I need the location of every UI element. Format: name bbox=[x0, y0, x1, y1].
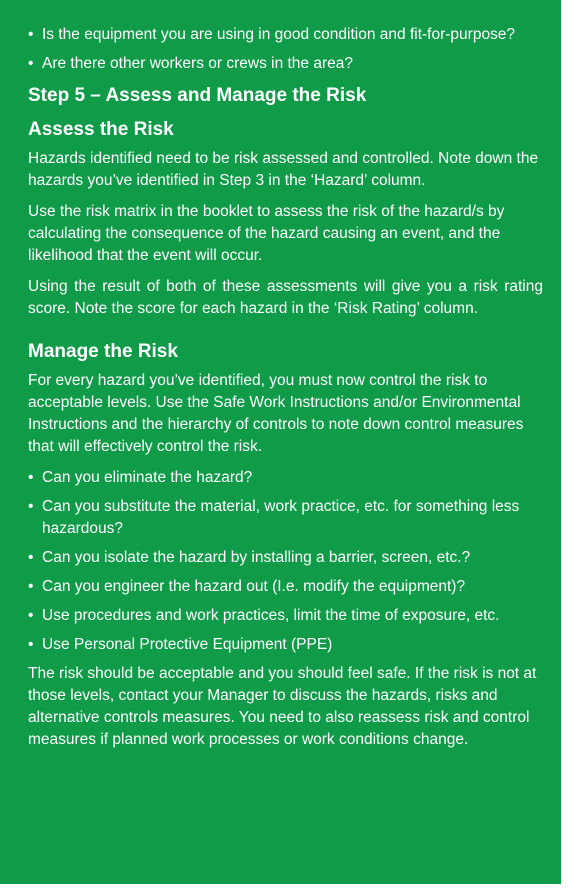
assess-paragraph: Use the risk matrix in the booklet to assess the risk of the hazard/s by calculating the consequence of the hazard causing an event, and the likelihood that the event will occur. bbox=[28, 203, 505, 264]
controls-bullet-list bbox=[28, 467, 543, 656]
list-item: • Use procedures and work practices, limit the time of exposure, etc. bbox=[28, 605, 543, 627]
list-item: • Are there other workers or crews in the area? bbox=[28, 53, 543, 75]
assess-paragraph: Using the result of both of these assessments will give you a risk rating score. Note the score for each hazard in the ‘Risk Rating’ column. bbox=[28, 278, 543, 317]
list-item: • Is the equipment you are using in good condition and fit-for-purpose? bbox=[28, 24, 543, 46]
list-item: • Can you substitute the material, work practice, etc. for something less hazardous? bbox=[28, 496, 543, 540]
list-item: • Can you engineer the hazard out (I.e. modify the equipment)? bbox=[28, 576, 543, 598]
manage-risk-heading: Manage the Risk bbox=[28, 341, 178, 362]
list-item: • Can you eliminate the hazard? bbox=[28, 467, 543, 489]
section-gap bbox=[28, 329, 543, 339]
manage-closing-paragraph: The risk should be acceptable and you should feel safe. If the risk is not at those levels, contact your Manager to discuss the hazards, risks and alternative controls measures. You need to also reassess risk and control measures if planned work processes or work conditions change. bbox=[28, 665, 537, 748]
assess-paragraph: Hazards identified need to be risk assessed and controlled. Note down the hazards you’ve identified in Step 3 in the ‘Hazard’ column. bbox=[28, 150, 539, 189]
list-item: • Use Personal Protective Equipment (PPE) bbox=[28, 634, 543, 656]
equipment-bullet-list bbox=[28, 24, 543, 75]
manage-intro-paragraph: For every hazard you’ve identified, you must now control the risk to acceptable levels. Use the Safe Work Instructions and/or Environmental Instructions and the hierarchy of controls to note down control measures that will effectively control the risk. bbox=[28, 372, 524, 455]
step-heading: Step 5 – Assess and Manage the Risk bbox=[28, 85, 367, 106]
page-margin-right bbox=[561, 0, 568, 890]
assess-risk-heading: Assess the Risk bbox=[28, 119, 174, 140]
page-margin-bottom bbox=[0, 884, 568, 890]
list-item: • Can you isolate the hazard by installing a barrier, screen, etc.? bbox=[28, 547, 543, 569]
